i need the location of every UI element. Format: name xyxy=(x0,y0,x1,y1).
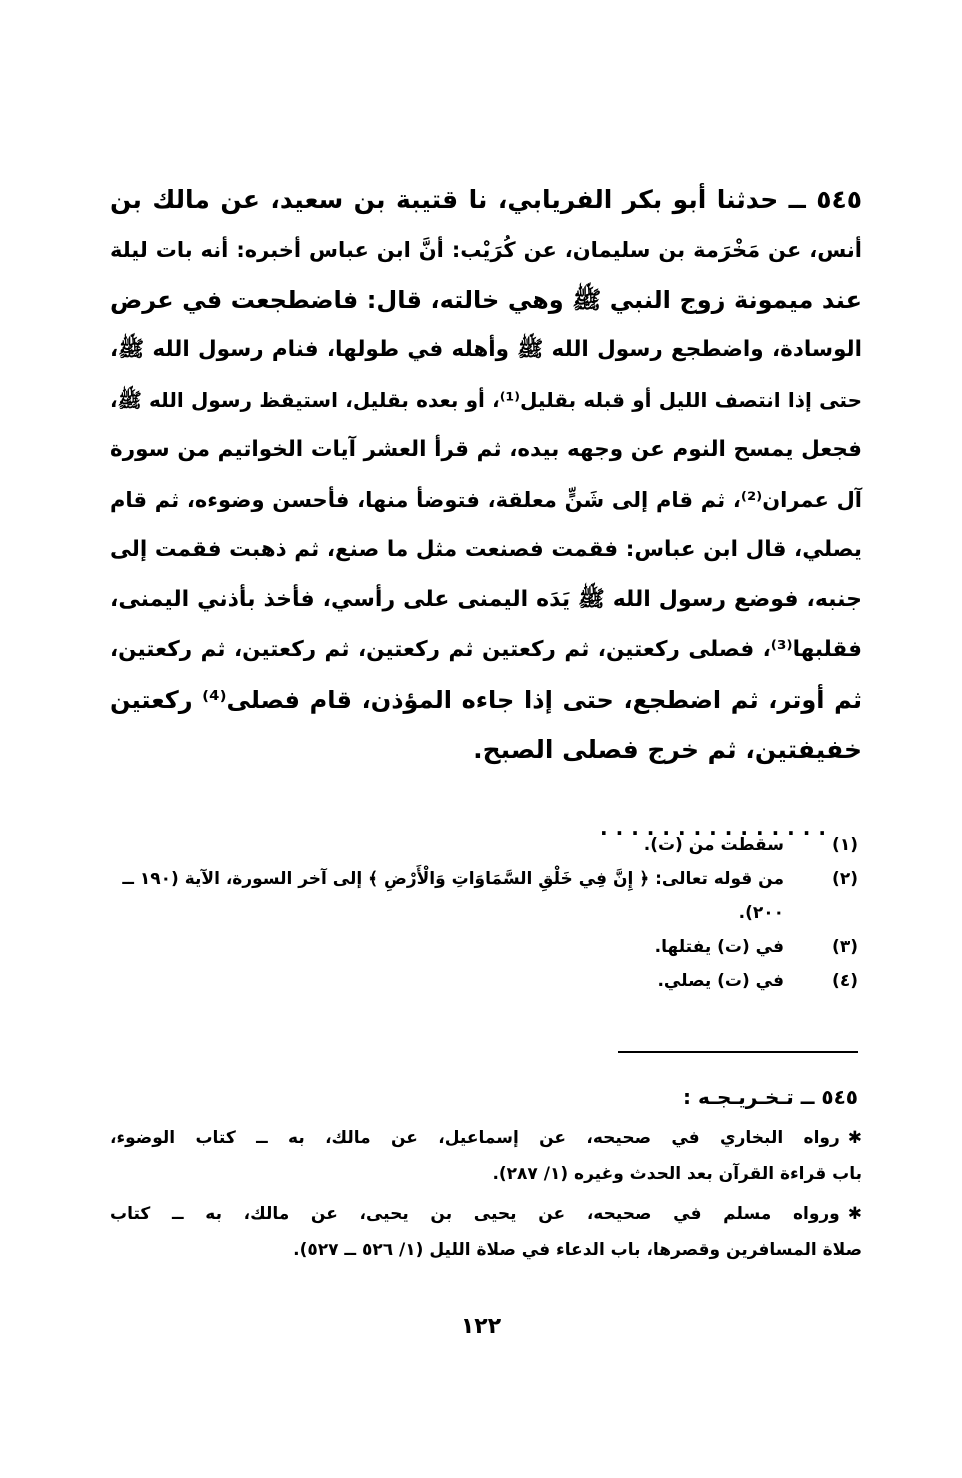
hadith-line: ثم أوتر، ثم اضطجع، حتى إذا جاءه المؤذن، قام فصلى⁽⁴⁾ ركعتين xyxy=(110,686,863,714)
hadith-line: يصلي، قال ابن عباس: فقمت فصنعت مثل ما صنع، ثم ذهبت فقمت إلى xyxy=(110,537,862,562)
hadith-line: فجعل يمسح النوم عن وجهه بيده، ثم قرأ العشر آيات الخواتيم من سورة xyxy=(110,437,862,462)
hadith-line: حتى إذا انتصف الليل أو قبله بقليل⁽¹⁾، أو بعده بقليل، استيقظ رسول الله ﷺ، xyxy=(110,388,862,412)
footnote-line: من قوله تعالى: ﴿ إِنَّ فِي خَلْقِ السَّمَاوَاتِ وَالْأَرْضِ ﴾ إلى آخر السورة، الآية (١٩٠ ــ xyxy=(122,869,784,889)
takhrij-heading: ٥٤٥ ــ تـخـريـجـه : xyxy=(683,1085,858,1109)
section-divider xyxy=(618,1051,858,1053)
hadith-line: آل عمران⁽²⁾، ثم قام إلى شَنٍّ معلقة، فتوضأ منها، فأحسن وضوءه، ثم قام xyxy=(110,488,862,512)
footnote xyxy=(110,862,862,930)
takhrij-entries xyxy=(110,1120,862,1272)
hadith-line: أنس، عن مَخْرَمة بن سليمان، عن كُرَيْب: أنَّ ابن عباس أخبره: أنه بات ليلة xyxy=(110,238,862,262)
footnote-number: (٤) xyxy=(832,971,858,991)
takhrij-text: رواه البخاري في صحيحه، عن إسماعيل، عن مالك، به ــ كتاب الوضوء، xyxy=(110,1128,840,1148)
hadith-line: خفيفتين، ثم خرج فصلى الصبح. xyxy=(473,735,862,764)
footnotes xyxy=(110,828,862,998)
footnote-line: في (ت) يفتلها. xyxy=(654,937,784,957)
star-bullet-icon: ✱ xyxy=(847,1128,862,1148)
hadith-line: ٥٤٥ ــ حدثنا أبو بكر الفريابي، نا قتيبة بن سعيد، عن مالك بن xyxy=(110,185,862,214)
hadith-line: جنبه، فوضع رسول الله ﷺ يَدَه اليمنى على رأسي، فأخذ بأذني اليمنى، xyxy=(110,587,862,612)
footnote-number: (٢) xyxy=(832,869,858,889)
footnote-line: ٢٠٠). xyxy=(738,903,784,923)
footnote-text xyxy=(110,862,784,930)
takhrij-entry xyxy=(110,1196,862,1268)
hadith-line: عند ميمونة زوج النبي ﷺ وهي خالته، قال: فاضطجعت في عرض xyxy=(110,286,862,314)
footnote xyxy=(110,930,862,964)
takhrij-line: باب قراءة القرآن بعد الحدث وغيره (١/ ٢٨٧). xyxy=(492,1164,862,1184)
footnote-line: سقطت من (ت). xyxy=(643,835,784,855)
footnote-text xyxy=(110,930,784,964)
footnote xyxy=(110,964,862,998)
footnote-text xyxy=(110,964,784,998)
hadith-line: الوسادة، واضطجع رسول الله ﷺ وأهله في طولها، فنام رسول الله ﷺ، xyxy=(110,337,862,362)
takhrij-line xyxy=(110,1196,862,1232)
hadith-line: فقلبها⁽³⁾، فصلى ركعتين، ثم ركعتين ثم ركعتين، ثم ركعتين، ثم ركعتين، xyxy=(110,637,862,662)
footnote xyxy=(110,828,862,862)
footnote-text xyxy=(110,828,784,862)
footnote-separator-dots: ............... xyxy=(600,816,834,840)
takhrij-line: صلاة المسافرين وقصرها، باب الدعاء في صلاة الليل (١/ ٥٢٦ ــ ٥٢٧). xyxy=(293,1240,862,1260)
takhrij-text: ورواه مسلم في صحيحه، عن يحيى بن يحيى، عن مالك، به ــ كتاب xyxy=(110,1204,840,1224)
footnote-line: في (ت) يصلي. xyxy=(657,971,784,991)
footnote-number: (٣) xyxy=(832,937,858,957)
takhrij-entry xyxy=(110,1120,862,1192)
footnote-number: (١) xyxy=(832,835,858,855)
star-bullet-icon: ✱ xyxy=(847,1204,862,1224)
page-number: ١٢٢ xyxy=(460,1314,502,1339)
takhrij-line xyxy=(110,1120,862,1156)
hadith-text xyxy=(110,175,862,775)
